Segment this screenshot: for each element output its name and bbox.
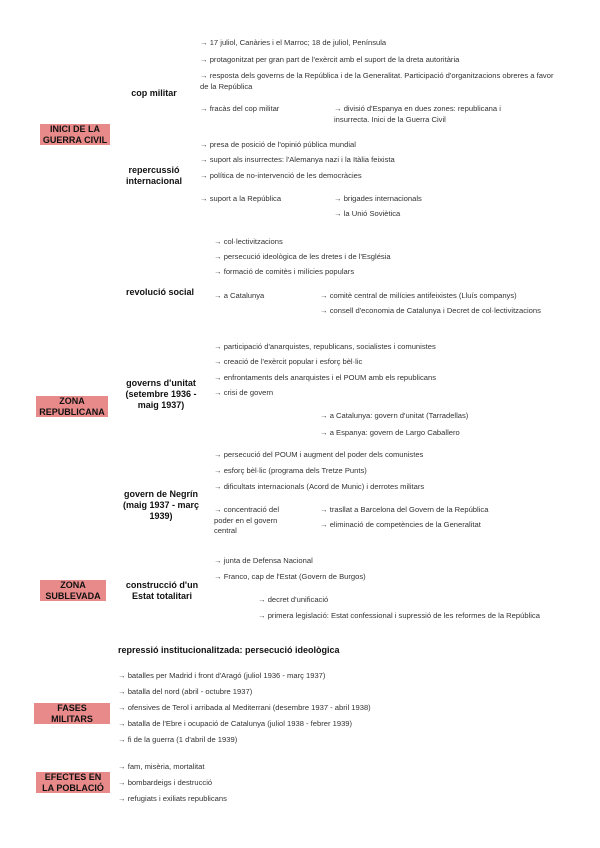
section-sublevada: ZONA SUBLEVADA [40, 580, 106, 601]
list-item: → política de no-intervenció de les democràcies [200, 171, 362, 180]
topic-cop-militar: cop militar [131, 88, 177, 98]
section-efectes: EFECTES EN LA POBLACIÓ [36, 772, 110, 793]
list-item: → batalla del nord (abril - octubre 1937) [118, 687, 253, 696]
repressio-heading: repressió institucionalitzada: persecució ideològica [118, 645, 340, 655]
list-item: → concentració del poder en el govern central [214, 505, 280, 535]
list-item: → fracàs del cop militar [200, 104, 280, 113]
list-item: → a Catalunya: govern d'unitat (Tarradellas) [320, 411, 469, 420]
section-republicana: ZONA REPUBLICANA [36, 396, 108, 417]
list-item: → trasllat a Barcelona del Govern de la República [320, 505, 489, 514]
list-item: → crisi de govern [214, 388, 274, 397]
topic-govern-negrin: govern de Negrín (maig 1937 - març 1939) [122, 489, 200, 521]
list-item: → persecució ideològica de les dretes i de l'Església [214, 252, 391, 261]
list-item: → refugiats i exiliats republicans [118, 794, 227, 803]
list-item: → presa de posició de l'opinió pública mundial [200, 140, 356, 149]
list-item: → Franco, cap de l'Estat (Govern de Burgos) [214, 572, 366, 581]
list-item: → 17 juliol, Canàries i el Marroc; 18 de juliol, Península [200, 38, 387, 47]
list-item: → enfrontaments dels anarquistes i el POUM amb els republicans [214, 373, 437, 382]
list-item: → formació de comitès i milícies populars [214, 267, 355, 276]
list-item: → batalles per Madrid i front d'Aragó (juliol 1936 - març 1937) [118, 671, 326, 680]
list-item: → resposta dels governs de la República i de la Generalitat. Participació d'organitzacions obreres a favor de la República [200, 71, 554, 91]
list-item: → eliminació de competències de la Generalitat [320, 520, 481, 529]
topic-estat-totalitari: construcció d'un Estat totalitari [125, 580, 199, 601]
list-item: → batalla de l'Ebre i ocupació de Catalunya (juliol 1938 - febrer 1939) [118, 719, 353, 728]
topic-governs-unitat: governs d'unitat (setembre 1936 - maig 1937) [125, 378, 197, 410]
list-item: → fi de la guerra (1 d'abril de 1939) [118, 735, 238, 744]
list-item: → brigades internacionals [334, 194, 422, 203]
list-item: → persecució del POUM i augment del poder dels comunistes [214, 450, 424, 459]
list-item: → participació d'anarquistes, republicans, socialistes i comunistes [214, 342, 436, 351]
list-item: → consell d'economia de Catalunya i Decret de col·lectivitzacions [320, 306, 541, 315]
section-fases: FASES MILITARS [34, 703, 110, 724]
list-item: → col·lectivitzacions [214, 237, 283, 246]
list-item: → divisió d'Espanya en dues zones: republicana i insurrecta. Inici de la Guerra Civil [334, 104, 501, 124]
list-item: → a Catalunya [214, 291, 265, 300]
list-item: → suport als insurrectes: l'Alemanya nazi i la Itàlia feixista [200, 155, 395, 164]
topic-repercussio: repercussió internacional [125, 165, 182, 186]
list-item: → comitè central de milícies antifeixistes (Lluís companys) [320, 291, 517, 300]
topic-revolucio: revolució social [125, 287, 195, 297]
section-inici: INICI DE LA GUERRA CIVIL [40, 124, 110, 145]
list-item: → junta de Defensa Nacional [214, 556, 313, 565]
list-item: → dificultats internacionals (Acord de Munic) i derrotes militars [214, 482, 425, 491]
list-item: → la Unió Soviètica [334, 209, 401, 218]
list-item: → primera legislació: Estat confessional i supressió de les reformes de la República [258, 611, 540, 620]
list-item: → a Espanya: govern de Largo Caballero [320, 428, 460, 437]
list-item: → suport a la República [200, 194, 282, 203]
list-item: → bombardeigs i destrucció [118, 778, 213, 787]
list-item: → protagonitzat per gran part de l'exèrcit amb el suport de la dreta autoritària [200, 55, 460, 64]
list-item: → ofensives de Terol i arribada al Mediterrani (desembre 1937 - abril 1938) [118, 703, 371, 712]
list-item: → fam, misèria, mortalitat [118, 762, 205, 771]
list-item: → decret d'unificació [258, 595, 329, 604]
list-item: → creació de l'exèrcit popular i esforç bèl·lic [214, 357, 363, 366]
list-item: → esforç bèl·lic (programa dels Tretze Punts) [214, 466, 367, 475]
